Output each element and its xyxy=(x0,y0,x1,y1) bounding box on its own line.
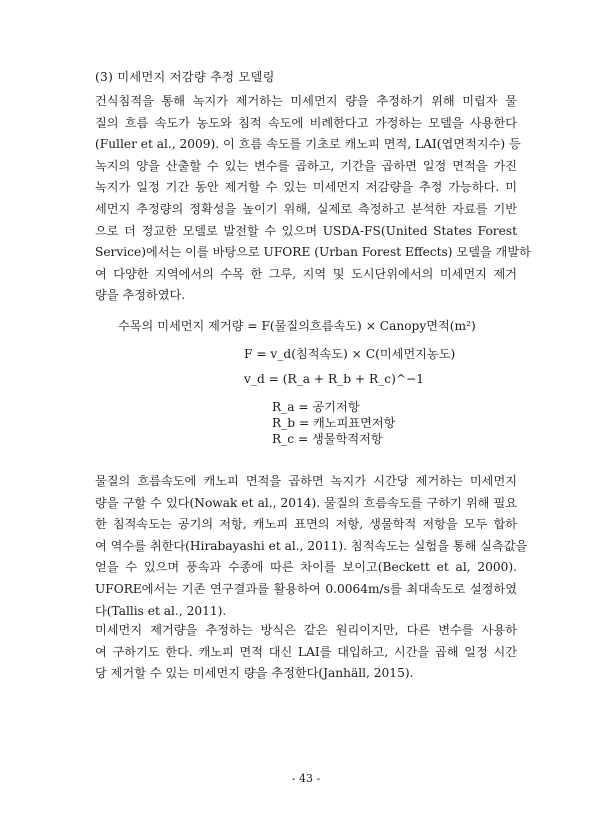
paragraph-line: 녹지가 일정 기간 동안 제거할 수 있는 미세먼지 저감량을 추정 가능하다. 미 xyxy=(95,180,517,195)
formula-ra: R_a = 공기저항 xyxy=(272,400,360,414)
formula-flux: F = v_d(침적속도) × C(미세먼지농도) xyxy=(244,347,456,361)
paragraph-line: 세먼지 추정량의 정확성을 높이기 위해, 실제로 측정하고 분석한 자료를 기반 xyxy=(95,201,517,216)
paragraph-line: 량을 추정하였다. xyxy=(95,288,186,303)
section-heading: (3) 미세먼지 저감량 추정 모델링 xyxy=(95,70,275,84)
paragraph-line: 다(Tallis et al., 2011). xyxy=(95,603,227,618)
paragraph-line: 으로 더 정교한 모델로 발전할 수 있으며 USDA-FS(United States Forest xyxy=(95,223,517,238)
formula-removal: 수목의 미세먼지 제거량 = F(물질의흐름속도) × Canopy면적(m²) xyxy=(118,319,476,333)
paragraph-line: 건식침적을 통해 녹지가 제거하는 미세먼지 량을 추정하기 위해 미립자 물 xyxy=(95,94,517,108)
paragraph-line: 당 제거할 수 있는 미세먼지 량을 추정한다(Janhäll, 2015). xyxy=(95,666,414,681)
page-number: - 43 - xyxy=(291,772,321,785)
paragraph-line: 질의 흐름 속도가 농도와 침적 속도에 비례한다고 가정하는 모델을 사용한다 xyxy=(95,115,517,130)
formula-rc: R_c = 생물학적저항 xyxy=(272,432,383,446)
paragraph-1 xyxy=(95,91,531,307)
formula-deposition-velocity: v_d = (R_a + R_b + R_c)^−1 xyxy=(244,372,425,386)
paragraph-line: 한 침적속도는 공기의 저항, 캐노피 표면의 저항, 생물학적 저항을 모두 합하 xyxy=(95,517,517,532)
paragraph-line: 미세먼지 제거량을 추정하는 방식은 같은 원리이지만, 다른 변수를 사용하 xyxy=(95,623,517,637)
formula-resistance-definitions xyxy=(272,399,395,447)
paragraph-line: 물질의 흐름속도에 캐노피 면적을 곱하면 녹지가 시간당 제거하는 미세먼지 xyxy=(95,474,517,488)
paragraph-3 xyxy=(95,620,517,685)
paragraph-line: UFORE에서는 기존 연구결과를 활용하여 0.0064m/s를 최대속도로 설정하였 xyxy=(95,581,517,596)
paragraph-line: 량을 구할 수 있다(Nowak et al., 2014). 물질의 흐름속도를 구하기 위해 필요 xyxy=(95,495,517,510)
paragraph-line: 여 구하기도 한다. 캐노피 면적 대신 LAI를 대입하고, 시간을 곱해 일정 시간 xyxy=(95,644,517,659)
paragraph-line: (Fuller et al., 2009). 이 흐름 속도를 기초로 캐노피 면적, LAI(엽면적지수) 등 xyxy=(95,137,521,152)
formula-rb: R_b = 캐노피표면저항 xyxy=(272,416,396,430)
paragraph-line: 녹지의 양을 산출할 수 있는 변수를 곱하고, 기간을 곱하면 일정 면적을 가진 xyxy=(95,158,517,173)
paragraph-line: Service)에서는 이를 바탕으로 UFORE (Urban Forest Effects) 모델을 개발하 xyxy=(95,245,531,260)
paragraph-line: 여 역수를 취한다(Hirabayashi et al., 2011). 침적속도는 실험을 통해 실측값을 xyxy=(95,538,528,553)
paragraph-2 xyxy=(95,471,528,622)
paragraph-line: 얻을 수 있으며 풍속과 수종에 따른 차이를 보이고(Beckett et al, 2000). xyxy=(95,560,517,575)
paragraph-line: 여 다양한 지역에서의 수목 한 그루, 지역 및 도시단위에서의 미세먼지 제거 xyxy=(95,266,517,281)
